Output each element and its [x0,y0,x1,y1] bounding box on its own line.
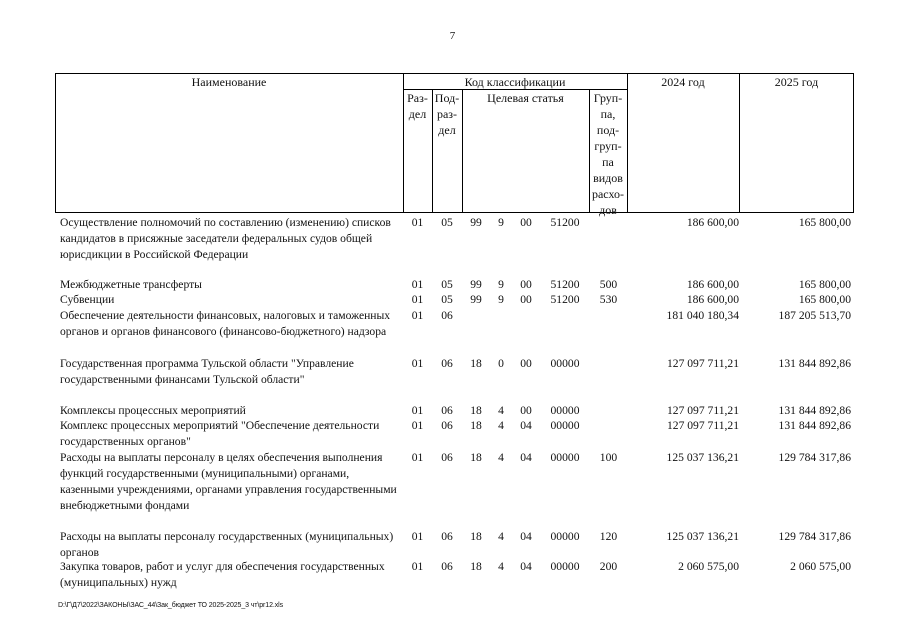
row-ts-subprogram: 4 [498,451,504,464]
row-ts-event: 04 [520,419,532,432]
row-razdel: 01 [411,309,424,322]
row-ts-direction: 00000 [550,357,580,370]
row-name: Комплекс процессных мероприятий "Обеспечение деятельности государственных органов" [60,419,380,448]
row-ts-subprogram: 4 [498,560,504,573]
row-name: Межбюджетные трансферты [60,278,202,291]
row-amount-2024: 186 600,00 [686,278,739,291]
header-expense-group: Груп- па, под- груп- па видов расхо- дов [591,91,625,217]
row-podrazdel: 06 [441,419,453,432]
row-amount-2024: 125 037 136,21 [666,451,739,464]
row-ts-direction: 00000 [550,419,580,432]
row-podrazdel: 06 [441,560,453,573]
row-amount-2025: 165 800,00 [798,216,851,229]
row-razdel: 01 [411,293,424,306]
row-podrazdel: 06 [441,451,453,464]
row-amount-2024: 181 040 180,34 [666,309,739,322]
row-ts-event: 00 [520,293,532,306]
row-amount-2025: 131 844 892,86 [778,357,851,370]
row-podrazdel: 05 [441,293,453,306]
header-name: Наименование [191,75,267,89]
row-podrazdel: 06 [441,357,453,370]
row-name: Расходы на выплаты персоналу в целях обеспечения выполнения функций государственными (муниципальными) органами, казенными учреждениями, органами управления государственными внебюджетными фондами [60,451,397,512]
row-amount-2024: 125 037 136,21 [666,530,739,543]
row-ts-program: 99 [470,216,482,229]
row-razdel: 01 [411,560,424,573]
row-razdel: 01 [411,530,424,543]
row-razdel: 01 [411,404,424,417]
row-vid: 530 [599,293,618,306]
row-podrazdel: 05 [441,278,453,291]
row-amount-2025: 129 784 317,86 [778,451,851,464]
row-name: Комплексы процессных мероприятий [60,404,246,417]
row-ts-direction: 51200 [550,278,580,291]
row-vid: 200 [599,560,618,573]
row-ts-subprogram: 4 [498,419,504,432]
row-ts-event: 00 [520,357,532,370]
row-amount-2025: 129 784 317,86 [778,530,851,543]
row-amount-2024: 127 097 711,21 [666,419,739,432]
header-section: Раз- дел [407,91,428,121]
row-name: Государственная программа Тульской области "Управление государственными финансами Тульской области" [60,357,354,386]
row-amount-2025: 165 800,00 [798,278,851,291]
row-ts-program: 18 [470,404,482,417]
header-code: Код классификации [464,75,566,89]
row-podrazdel: 06 [441,309,453,322]
row-ts-program: 99 [470,278,482,291]
row-ts-subprogram: 0 [498,357,504,370]
row-ts-subprogram: 4 [498,530,504,543]
row-ts-direction: 00000 [550,451,580,464]
row-podrazdel: 06 [441,404,453,417]
header-2025: 2025 год [774,75,819,89]
row-razdel: 01 [411,357,424,370]
row-amount-2025: 165 800,00 [798,293,851,306]
header-target-article: Целевая статья [487,91,564,105]
row-ts-direction: 51200 [550,293,580,306]
row-ts-program: 18 [470,419,482,432]
row-ts-direction: 00000 [550,404,580,417]
row-ts-event: 00 [520,278,532,291]
header-2024: 2024 год [661,75,705,89]
row-amount-2025: 2 060 575,00 [790,560,851,573]
row-vid: 100 [599,451,618,464]
row-name: Закупка товаров, работ и услуг для обеспечения государственных (муниципальных) нужд [60,560,385,589]
row-ts-direction: 51200 [550,216,580,229]
row-ts-direction: 00000 [550,530,580,543]
row-name: Расходы на выплаты персоналу государственных (муниципальных) органов [60,530,394,559]
row-razdel: 01 [411,216,424,229]
header-subsection: Под- раз- дел [434,91,460,137]
row-ts-event: 00 [520,216,532,229]
row-razdel: 01 [411,419,424,432]
file-path-footer: D:\Г\Д7\2022\ЗАКОНЫ\ЗАС_44\Зак_бюджет ТО 2025-2025_3 чт\pr12.xls [58,602,283,609]
page-number: 7 [449,30,456,42]
row-amount-2024: 186 600,00 [686,216,739,229]
row-ts-program: 18 [470,357,482,370]
row-razdel: 01 [411,451,424,464]
row-ts-program: 99 [470,293,482,306]
row-amount-2025: 131 844 892,86 [778,419,851,432]
row-ts-subprogram: 9 [498,293,504,306]
row-razdel: 01 [411,278,424,291]
row-ts-subprogram: 4 [498,404,504,417]
row-name: Обеспечение деятельности финансовых, налоговых и таможенных органов и органов финансового (финансово-бюджетного) надзора [60,309,391,338]
row-ts-event: 04 [520,451,532,464]
row-vid: 120 [599,530,618,543]
row-ts-program: 18 [470,530,482,543]
row-ts-event: 04 [520,560,532,573]
row-amount-2024: 2 060 575,00 [678,560,739,573]
row-amount-2024: 127 097 711,21 [666,357,739,370]
row-podrazdel: 06 [441,530,453,543]
row-ts-direction: 00000 [550,560,580,573]
row-name: Осуществление полномочий по составлению (изменению) списков кандидатов в присяжные заседатели федеральных судов общей юрисдикции в Российской Федерации [60,216,391,261]
row-amount-2024: 127 097 711,21 [666,404,739,417]
row-amount-2025: 131 844 892,86 [778,404,851,417]
row-vid: 500 [599,278,618,291]
row-ts-program: 18 [470,560,482,573]
row-ts-program: 18 [470,451,482,464]
row-ts-subprogram: 9 [498,216,504,229]
row-name: Субвенции [60,293,115,306]
row-amount-2024: 186 600,00 [686,293,739,306]
row-podrazdel: 05 [441,216,453,229]
row-ts-event: 04 [520,530,532,543]
row-amount-2025: 187 205 513,70 [778,309,851,322]
row-ts-event: 00 [520,404,532,417]
row-ts-subprogram: 9 [498,278,504,291]
